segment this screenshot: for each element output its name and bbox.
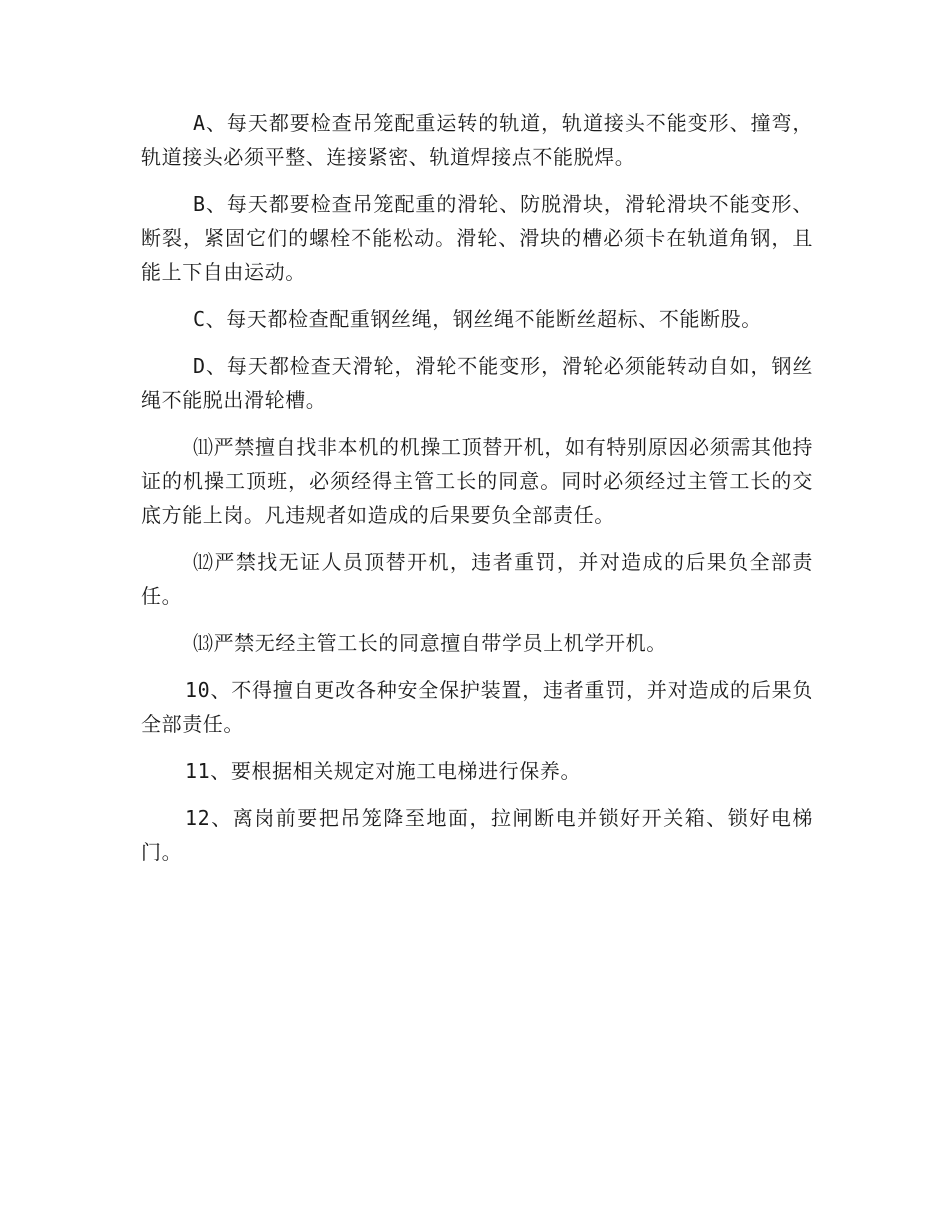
paragraph-item-12: 12、离岗前要把吊笼降至地面，拉闸断电并锁好开关箱、锁好电梯门。 [141,806,813,864]
paragraph-item-d: D、每天都检查天滑轮，滑轮不能变形，滑轮必须能转动自如，钢丝绳不能脱出滑轮槽。 [141,354,813,412]
paragraph-item-a: A、每天都要检查吊笼配重运转的轨道，轨道接头不能变形、撞弯，轨道接头必须平整、连接紧密、轨道焊接点不能脱焊。 [141,111,813,169]
paragraph-rule-11: ⑾严禁擅自找非本机的机操工顶替开机，如有特别原因必须需其他持证的机操工顶班，必须经得主管工长的同意。同时必须经过主管工长的交底方能上岗。凡违规者如造成的后果要负全部责任。 [141,435,813,527]
paragraph-rule-12: ⑿严禁找无证人员顶替开机，违者重罚，并对造成的后果负全部责任。 [141,550,813,608]
paragraph-item-10: 10、不得擅自更改各种安全保护装置，违者重罚，并对造成的后果负全部责任。 [141,678,813,736]
paragraph-item-b: B、每天都要检查吊笼配重的滑轮、防脱滑块，滑轮滑块不能变形、断裂，紧固它们的螺栓不能松动。滑轮、滑块的槽必须卡在轨道角钢，且能上下自由运动。 [141,192,813,284]
paragraph-rule-13: ⒀严禁无经主管工长的同意擅自带学员上机学开机。 [193,631,667,655]
document-body [141,106,813,882]
paragraph-item-c: C、每天都检查配重钢丝绳，钢丝绳不能断丝超标、不能断股。 [193,307,762,331]
paragraph-item-11: 11、要根据相关规定对施工电梯进行保养。 [185,759,582,783]
